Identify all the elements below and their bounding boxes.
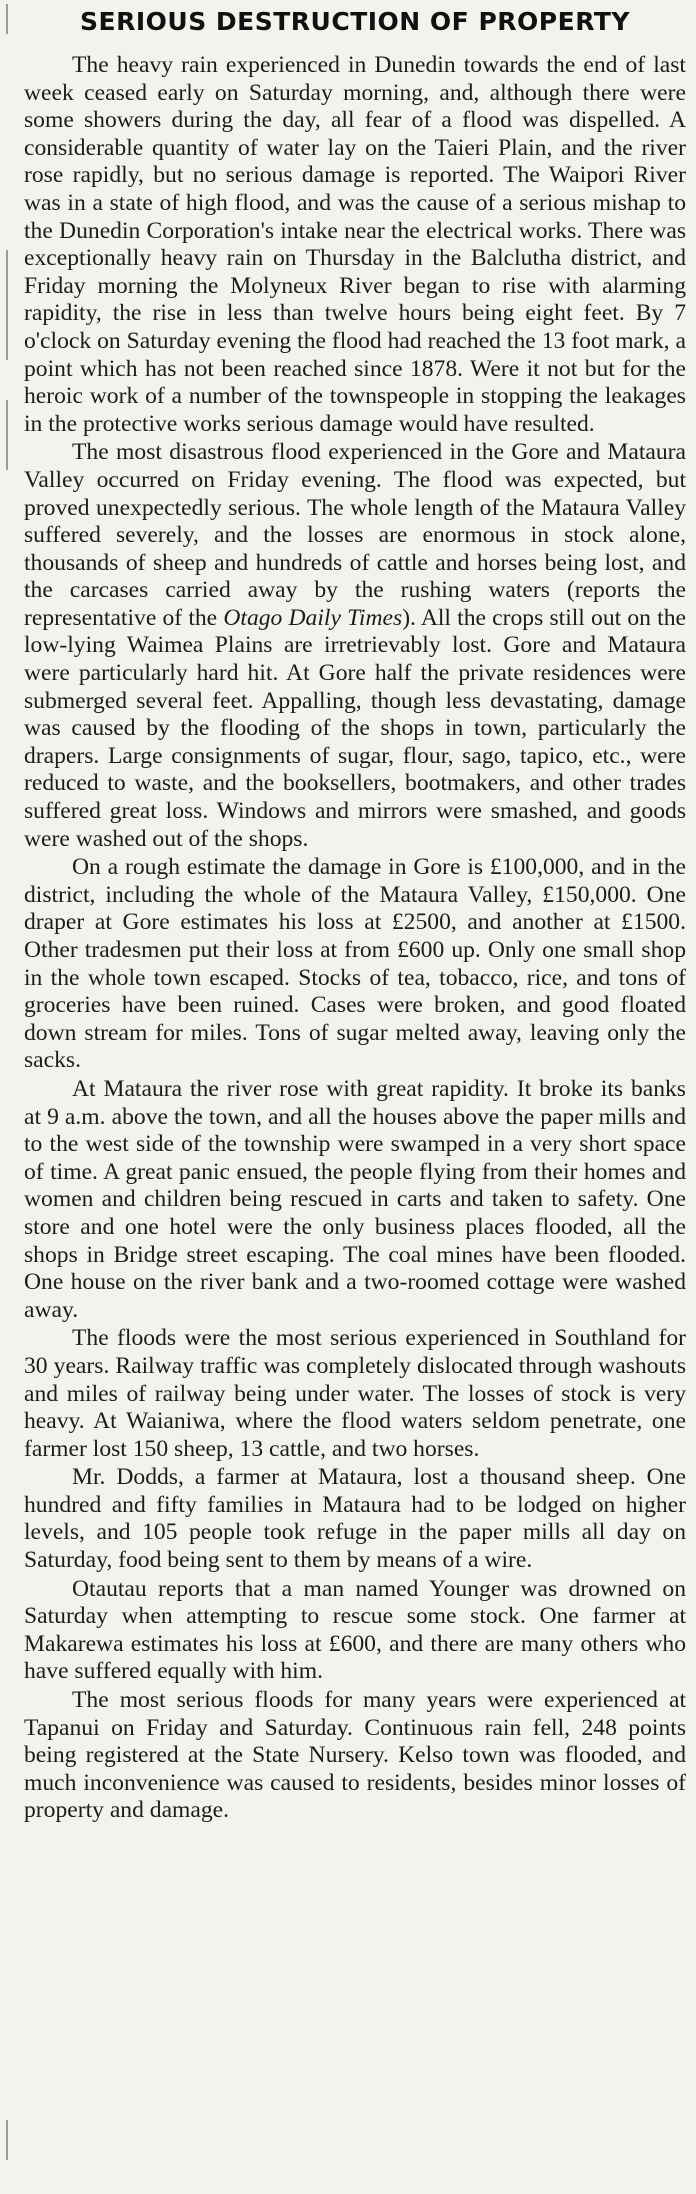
article-headline: SERIOUS DESTRUCTION OF PROPERTY [80,7,630,36]
newspaper-title: Otago Daily Times [223,604,403,631]
article-body [24,52,686,1825]
article-paragraph: The heavy rain experienced in Dunedin towards the end of last week ceased early on Saturday morning, and, although there were some showers during the day, all fear of a flood was dispelled. A considerable quantity of water lay on the Taieri Plain, and the river rose rapidly, but no serious damage is reported. The Waipori River was in a state of high flood, and was the cause of a serious mishap to the Dunedin Corporation's intake near the electrical works. There was exceptionally heavy rain on Thursday in the Balclutha district, and Friday morning the Molyneux River began to rise with alarming rapidity, the rise in less than twelve hours being eight feet. By 7 o'clock on Saturday evening the flood had reached the 13 foot mark, a point which has not been reached since 1878. Were it not but for the heroic work of a number of the townspeople in stopping the leakages in the protective works serious damage would have resulted. [24,52,686,437]
article-paragraph: At Mataura the river rose with great rapidity. It broke its banks at 9 a.m. above the town, and all the houses above the paper mills and to the west side of the township were swamped in a very short space of time. A great panic ensued, the people flying from their homes and women and children being rescued in carts and taken to safety. One store and one hotel were the only business places flooded, all the shops in Bridge street escaping. The coal mines have been flooded. One house on the river bank and a two-roomed cottage were washed away. [24,1075,686,1323]
article-paragraph: The floods were the most serious experienced in Southland for 30 years. Railway traffic was completely dislocated through washouts and miles of railway being under water. The losses of stock is very heavy. At Waianiwa, where the flood waters seldom penetrate, one farmer lost 150 sheep, 13 cattle, and two horses. [24,1325,686,1462]
article-paragraph: Otautau reports that a man named Younger was drowned on Saturday when attempting to rescue some stock. One farmer at Makarewa estimates his loss at £600, and there are many others who have suffered equally with him. [24,1575,686,1685]
article-paragraph: Mr. Dodds, a farmer at Mataura, lost a thousand sheep. One hundred and fifty families in Mataura had to be lodged on higher levels, and 105 people took refuge in the paper mills all day on Saturday, food being sent to them by means of a wire. [24,1464,686,1574]
article-paragraph: The most serious floods for many years were experienced at Tapanui on Friday and Saturday. Continuous rain fell, 248 points being registered at the State Nursery. Kelso town was flooded, and much inconvenience was caused to residents, besides minor losses of property and damage. [24,1687,686,1824]
article-paragraph: On a rough estimate the damage in Gore is £100,000, and in the district, including the whole of the Mataura Valley, £150,000. One draper at Gore estimates his loss at £2500, and another at £1500. Other tradesmen put their loss at from £600 up. Only one small shop in the whole town escaped. Stocks of tea, tobacco, rice, and tons of groceries have been ruined. Cases were broken, and good floated down stream for miles. Tons of sugar melted away, leaving only the sacks. [24,854,686,1074]
article-paragraph: The most disastrous flood experienced in the Gore and Mataura Valley occurred on Friday evening. The flood was expected, but proved unexpectedly serious. The whole length of the Mataura Valley suffered severely, and the losses are enormous in stock alone, thousands of sheep and hundreds of cattle and horses being lost, and the carcases carried away by the rushing waters (reports the representative of the Otago Daily Times). All the crops still out on the low-lying Waimea Plains are irretrievably lost. Gore and Mataura were particularly hard hit. At Gore half the private residences were submerged several feet. Appalling, though less devastating, damage was caused by the flooding of the shops in town, particularly the drapers. Large consignments of sugar, flour, sago, tapico, etc., were reduced to waste, and the booksellers, bootmakers, and other trades suffered great loss. Windows and mirrors were smashed, and goods were washed out of the shops. [24,439,686,852]
